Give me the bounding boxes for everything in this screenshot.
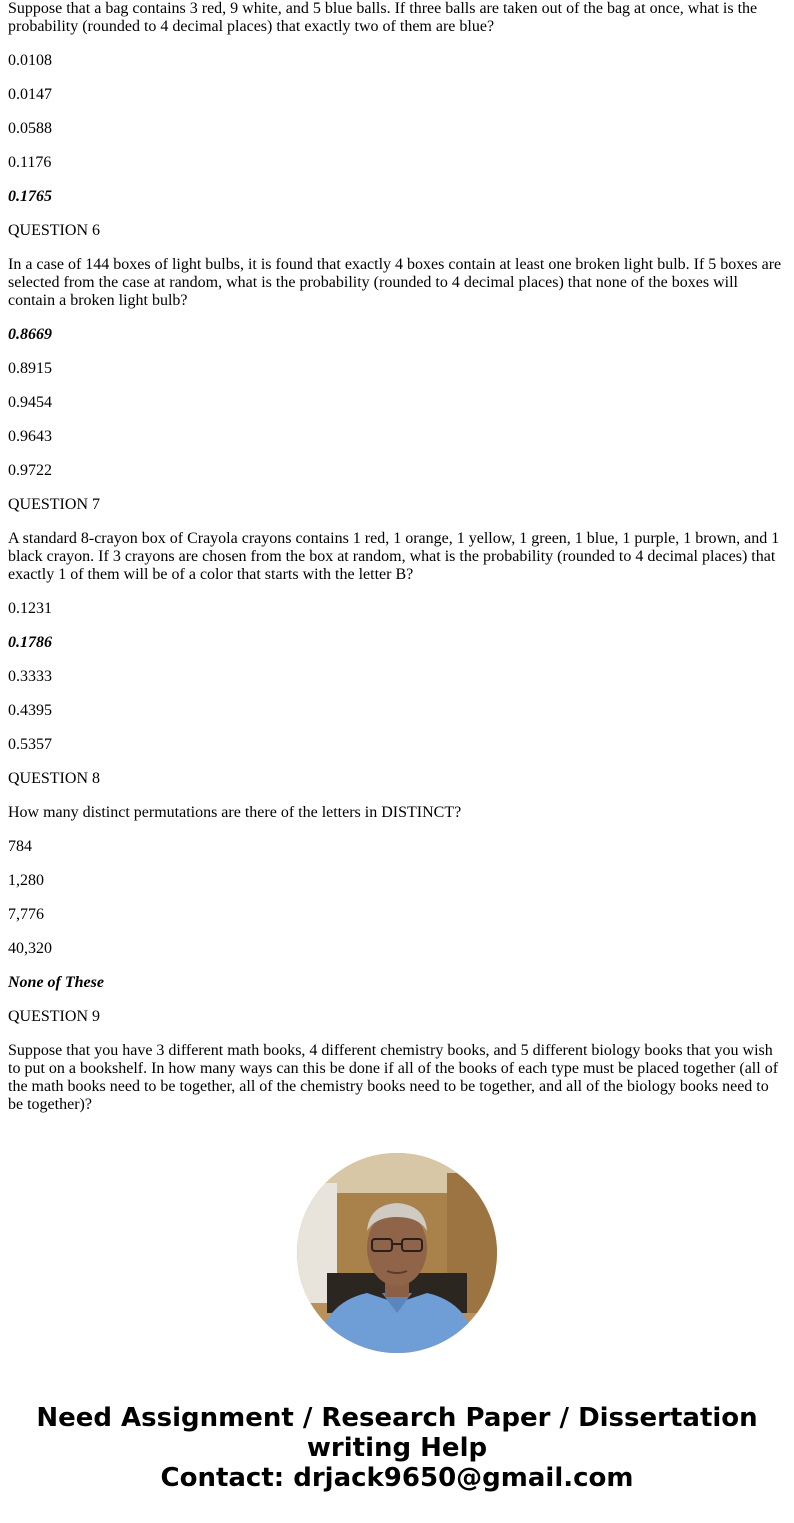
- q5-option-2: 0.0147: [8, 86, 52, 103]
- q8-option-2: 1,280: [8, 872, 44, 889]
- q6-option-1-answer: 0.8669: [8, 326, 52, 343]
- question-9-text: Suppose that you have 3 different math books, 4 different chemistry books, and 5 different biology books that you wish to put on a bookshelf. In how many ways can this be done if all of the books of each type must be placed together (all of the math books need to be together, all of the chemistry books need to be together, and all of the biology books need to be together)?: [8, 1042, 779, 1113]
- q5-option-3: 0.0588: [8, 120, 52, 137]
- q7-option-1: 0.1231: [8, 600, 52, 617]
- q7-option-2-answer: 0.1786: [8, 634, 52, 651]
- question-6-text: In a case of 144 boxes of light bulbs, it is found that exactly 4 boxes contain at least one broken light bulb. If 5 boxes are selected from the case at random, what is the probability (rounded to 4 decimal places) that none of the boxes will contain a broken light bulb?: [8, 256, 782, 309]
- q5-option-5-answer: 0.1765: [8, 188, 52, 205]
- q8-option-3: 7,776: [8, 906, 44, 923]
- question-8-text: How many distinct permutations are there of the letters in DISTINCT?: [8, 804, 462, 821]
- q8-option-5-answer: None of These: [8, 974, 104, 991]
- author-portrait-image: [297, 1153, 497, 1353]
- question-5-text: Suppose that a bag contains 3 red, 9 white, and 5 blue balls. If three balls are taken out of the bag at once, what is the probability (rounded to 4 decimal places) that exactly two of them are blue?: [8, 0, 758, 35]
- promo-headline: Need Assignment / Research Paper / Dissertation writing Help: [36, 1403, 758, 1463]
- q7-option-3: 0.3333: [8, 668, 52, 685]
- q6-option-4: 0.9643: [8, 428, 52, 445]
- promo-banner: [0, 1403, 794, 1493]
- q6-option-2: 0.8915: [8, 360, 52, 377]
- q5-option-1: 0.0108: [8, 52, 52, 69]
- q7-option-4: 0.4395: [8, 702, 52, 719]
- question-7-title: QUESTION 7: [8, 496, 100, 513]
- question-6-title: QUESTION 6: [8, 222, 100, 239]
- q5-option-4: 0.1176: [8, 154, 52, 171]
- question-7-text: A standard 8-crayon box of Crayola crayons contains 1 red, 1 orange, 1 yellow, 1 green, 1 blue, 1 purple, 1 brown, and 1 black crayon. If 3 crayons are chosen from the box at random, what is the probability (rounded to 4 decimal places) that exactly 1 of them will be of a color that starts with the letter B?: [8, 530, 780, 583]
- q6-option-5: 0.9722: [8, 462, 52, 479]
- q8-option-1: 784: [8, 838, 32, 855]
- q8-option-4: 40,320: [8, 940, 52, 957]
- q6-option-3: 0.9454: [8, 394, 52, 411]
- q7-option-5: 0.5357: [8, 736, 52, 753]
- question-9-title: QUESTION 9: [8, 1008, 100, 1025]
- promo-contact: Contact: drjack9650@gmail.com: [160, 1463, 634, 1493]
- document-content: [8, 0, 784, 1130]
- author-avatar: [297, 1153, 497, 1353]
- question-8-title: QUESTION 8: [8, 770, 100, 787]
